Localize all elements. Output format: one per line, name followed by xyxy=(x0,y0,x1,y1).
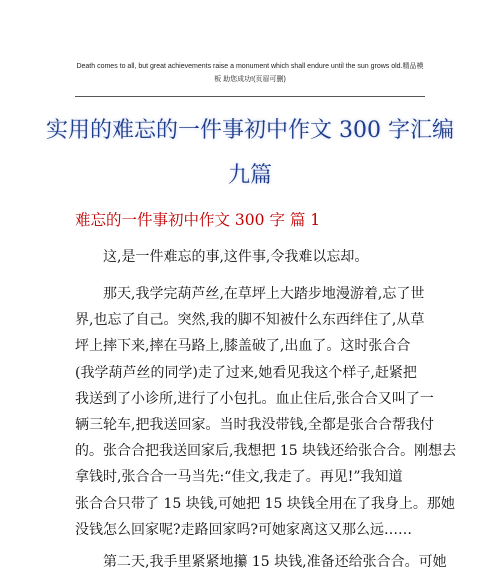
header-quote: Death comes to all, but great achievements raise a monument which shall endure until the sun grows old.精品模 xyxy=(76,63,424,70)
paragraph-line: 第二天,我手里紧紧地攥 15 块钱,准备还给张合合。可她 xyxy=(75,554,447,570)
paragraph-line: 坪上摔下来,摔在马路上,膝盖破了,出血了。这时张合合 xyxy=(75,338,411,355)
paragraph-line: 辆三轮车,把我送回家。当时我没带钱,全都是张合合帮我付 xyxy=(75,417,434,434)
paragraph-line: 没钱怎么回家呢?走路回家吗?可她家离这又那么远…… xyxy=(75,521,413,538)
paragraph-line: 的。张合合把我送回家后,我想把 15 块钱还给张合合。刚想去 xyxy=(75,443,457,460)
title-line-1: 实用的难忘的一件事初中作文 300 字汇编 xyxy=(46,118,454,143)
paragraph-line: 这,是一件难忘的事,这件事,令我难以忘却。 xyxy=(75,249,369,265)
header-divider xyxy=(75,96,425,97)
paragraph-2 xyxy=(75,281,457,543)
title-line-2: 九篇 xyxy=(227,163,272,188)
paragraph-1 xyxy=(75,244,425,270)
essay-heading: 难忘的一件事初中作文 300 字 篇 1 xyxy=(75,211,321,229)
paragraph-line: 张合合只带了 15 块钱,可她把 15 块钱全用在了我身上。那她 xyxy=(75,495,455,512)
paragraph-line: 拿钱时,张合合一马当先:“佳文,我走了。再见!”我知道 xyxy=(75,469,403,486)
paragraph-line: (我学葫芦丝的同学)走了过来,她看见我这个样子,赶紧把 xyxy=(75,364,417,381)
page-header xyxy=(60,60,440,86)
paragraph-line: 那天,我学完葫芦丝,在草坪上大踏步地漫游着,忘了世 xyxy=(75,286,425,302)
header-note: 板 助您成功!(页眉可删) xyxy=(214,76,286,83)
paragraph-3 xyxy=(75,549,447,575)
paragraph-line: 我送到了小诊所,进行了小包扎。血止住后,张合合又叫了一 xyxy=(75,390,434,407)
document-title xyxy=(40,108,460,198)
paragraph-line: 界,也忘了自己。突然,我的脚不知被什么东西绊住了,从草 xyxy=(75,312,425,329)
